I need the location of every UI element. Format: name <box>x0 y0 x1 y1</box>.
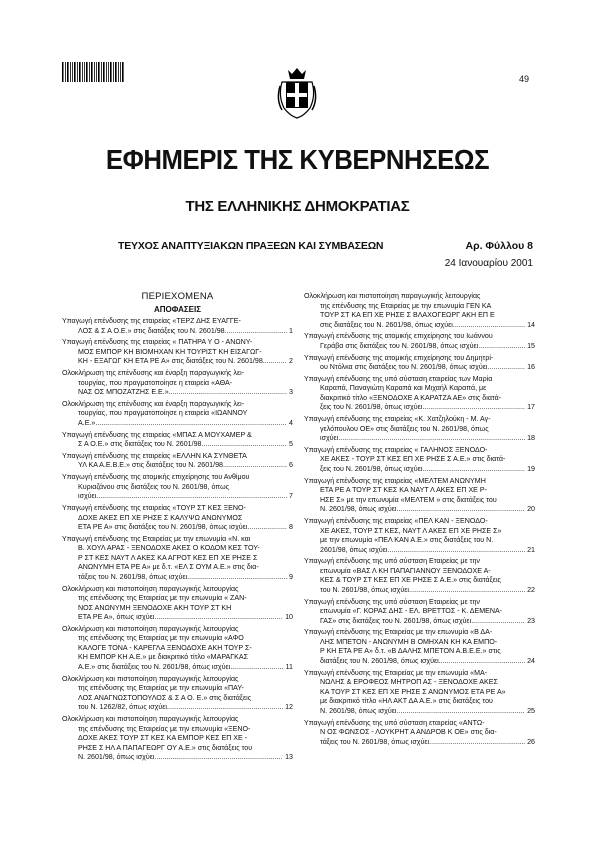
toc-entry-line: ΑΝΩΝΥΜΗ ΕΤΑ ΡΕ Α» με δ.τ. «ΕΛ Σ ΟΥΜ Α.Ε.» στις δια- <box>78 563 259 572</box>
toc-entry-last-line <box>304 657 535 667</box>
toc-entry <box>304 354 535 373</box>
toc-entry <box>62 535 293 583</box>
toc-entry-line: ΛΟΣ ΑΝΑΓΝΩΣΤΟΠΟΥΛΟΣ & Σ Α Ο. Ε.» στις διατάξεις <box>78 693 252 702</box>
toc-entry <box>62 338 293 367</box>
toc-entry <box>304 477 535 515</box>
toc-entry-line: ΛΟΣ & Σ Α Ο.Ε.» στις διατάξεις του Ν. 2601/98 <box>78 326 225 335</box>
toc-entry <box>304 415 535 444</box>
toc-left-column <box>62 292 293 765</box>
dot-leader <box>154 613 283 623</box>
toc-entry-line: Υπαγωγή επένδυσης της υπό σύσταση Εταιρείας με την <box>304 597 480 606</box>
toc-heading: ΠΕΡΙΕΧΟΜΕΝΑ <box>141 291 214 302</box>
barcode <box>62 62 124 92</box>
toc-entry-line: ΓΑΣ» στις διατάξεις του Ν. 2601/98, όπως ισχύει <box>320 616 472 625</box>
toc-entry <box>304 446 535 475</box>
toc-entry-last-line <box>304 586 535 596</box>
toc-entry-last-line <box>304 465 535 475</box>
toc-entry-line: ΝΩΛΗΣ & ΕΡΟΦΕΟΣ ΜΗΤΡΟΠ ΑΣ - ΞΕΝΟΔΟΧΕ ΑΚΕΣ <box>320 678 498 687</box>
dot-leader <box>422 465 525 475</box>
toc-entry-last-line <box>62 419 293 429</box>
toc-entry-last-line <box>304 342 535 352</box>
toc-entry <box>62 585 293 623</box>
toc-entry-line: με την επωνυμία «ΠΕΛ ΚΑΝ Α.Ε.» στις διατάξεις του Ν. <box>320 536 494 545</box>
toc-entry-line: Υπαγωγή επένδυσης της εταιρείας « ΓΑΛΗΝΟΣ ΞΕΝΟΔΟ- <box>304 445 488 454</box>
dot-leader <box>439 657 525 667</box>
toc-entry-line: Υπαγωγή επένδυσης της εταιρείας «ΜΕΛΤΕΜ ΑΝΩΝΥΜΗ <box>304 476 486 485</box>
toc-entry-line: ΜΟΣ ΕΜΠΟΡ ΚΗ ΒΙΟΜΗΧΑΝ ΚΗ ΤΟΥΡΙΣΤ ΚΗ ΕΙΣΑΓΩΓ- <box>78 347 262 356</box>
toc-entry-last-line <box>62 388 293 398</box>
toc-entry-line: Ολοκλήρωση και πιστοποίηση παραγωγικής λειτουργίας <box>62 584 239 593</box>
toc-entry-line: Ολοκλήρωση και πιστοποίηση παραγωγικής λειτουργίας <box>304 292 481 300</box>
dot-leader <box>167 703 283 713</box>
toc-entry-page: 12 <box>285 703 293 712</box>
toc-entry-line: επωνυμία «ΒΑΣ Λ ΚΗ ΠΑΠΑΓΙΑΝΝΟΥ ΞΕΝΟΔΟΧΕ Α- <box>320 566 491 575</box>
toc-entry-line: ΤΟΥΡ ΣΤ ΚΑ ΕΠ ΧΕ ΡΗΣΕ Σ ΒΛΑΧΟΓΕΩΡΓ ΑΚΗ ΕΠ Ε <box>320 311 495 319</box>
toc-entry-line: ισχύει <box>78 492 97 501</box>
toc-entry-line: Υπαγωγή επένδυσης της ατομικής επιχείρησης του Ιωάννου <box>304 332 493 341</box>
dot-leader <box>397 505 526 515</box>
toc-entry-line: της επένδυσης της Εταιρείας με την επωνυμία ΓΕΝ ΚΑ <box>320 301 492 310</box>
toc-entry-line: Κυριαζάνου στις διατάξεις του Ν. 2601/98, όπως <box>78 482 230 491</box>
dot-leader <box>247 523 287 533</box>
issue-type: ΤΕΥΧΟΣ ΑΝΑΠΤΥΞΙΑΚΩΝ ΠΡΑΞΕΩΝ ΚΑΙ ΣΥΜΒΑΣΕΩΝ <box>118 240 384 252</box>
toc-entry-last-line <box>304 403 535 413</box>
toc-entry-page: 6 <box>289 461 293 470</box>
toc-entry-line: επωνυμία «Γ. ΚΟΡΑΣ ΔΗΣ - ΕΛ. ΒΡΕΤΤΟΣ - Κ. ΔΕΜΕΝΑ- <box>320 607 503 616</box>
dot-leader <box>488 363 526 373</box>
toc-entry-line: ΡΗΣΕ Σ ΗΛ Α ΠΑΠΑΓΕΩΡΓ ΟΥ Α.Ε.» στις διατάξεις του <box>78 743 253 752</box>
dot-leader <box>453 321 525 331</box>
toc-entry-page: 19 <box>527 464 535 473</box>
toc-entry-page: 8 <box>289 523 293 532</box>
toc-entry-line: ΥΛ ΚΑ Α.Ε.Β.Ε.» στις διατάξεις του Ν. 2601/98 <box>78 461 223 470</box>
toc-entry-page: 9 <box>289 572 293 581</box>
dot-leader <box>338 434 525 444</box>
toc-entry-last-line <box>304 738 535 748</box>
toc-entry <box>62 369 293 398</box>
toc-entry-last-line <box>62 357 293 367</box>
toc-entry-line: του Ν. 1262/82, όπως ισχύει <box>78 703 168 712</box>
toc-entry-last-line <box>62 440 293 450</box>
toc-entry <box>62 431 293 450</box>
toc-entry <box>304 598 535 627</box>
toc-entry-line: ΗΣΕ Σ» με την επωνυμία «ΜΕΛΤΕΜ » στις διατάξεις του <box>320 495 497 504</box>
toc-entry-line: ΧΕ ΑΚΕΣ - ΤΟΥΡ ΣΤ ΚΕΣ ΕΠ ΧΕ ΡΗΣΕ Σ Α.Ε.» στις διατά- <box>320 455 506 464</box>
toc-entry-page: 4 <box>289 418 293 427</box>
toc-entry <box>304 628 535 666</box>
toc-entry-line: του Ν. 2601/98, όπως ισχύει <box>320 585 410 594</box>
toc-entry-last-line <box>304 363 535 373</box>
toc-entry-last-line <box>62 663 293 673</box>
toc-entry-line: Υπαγωγή επένδυσης της εταιρείας « ΠΑΤΗΡΑ Υ Ο - ΑΝΩΝΥ- <box>62 338 253 347</box>
toc-entry-line: Υπαγωγή επένδυσης της εταιρείας «Κ. Χατζηλούκη - Μ. Αγ- <box>304 415 491 424</box>
toc-entry-line: Σ Α Ο.Ε.» στις διατάξεις του Ν. 2601/98 <box>78 440 202 449</box>
toc-entry-line: ΚΑΛΟΓΕ ΤΟΝΑ - ΚΑΡΕΓΛΑ ΞΕΝΟΔΟΧΕ ΑΚΗ ΤΟΥΡ Σ- <box>78 643 252 652</box>
toc-entry-page: 3 <box>289 388 293 397</box>
toc-entry-line: ΚΗ ΕΜΠΟΡ ΚΗ Α.Ε.» με διακριτικό τίτλο «ΜΑΡΑΓΚΑΣ <box>78 653 249 662</box>
dot-leader <box>478 342 525 352</box>
toc-entry-line: της επένδυσης της Εταιρείας με την επωνυμία «ΠΑΥ- <box>78 684 244 693</box>
toc-entry-line: Υπαγωγή επένδυσης της Εταιρείας με την επωνυμία «ΜΑ- <box>304 668 488 677</box>
toc-entry-line: στις διατάξεις του Ν. 2601/98, όπως ισχύει <box>320 320 453 329</box>
dot-leader <box>187 573 287 583</box>
toc-entry <box>304 557 535 595</box>
dot-leader <box>387 546 525 556</box>
toc-entry-line: της επένδυσης της Εταιρείας με την επωνυμία «ΞΕΝΟ- <box>78 724 251 733</box>
toc-entry-line: Υπαγωγή επένδυσης της ατομικής επιχείρησης του Ανθίμου <box>62 473 250 482</box>
gazette-title: ΕΦΗΜΕΡΙΣ ΤΗΣ ΚΥΒΕΡΝΗΣΕΩΣ <box>105 144 490 175</box>
toc-entry-page: 20 <box>527 505 535 514</box>
toc-entry <box>62 504 293 533</box>
dot-leader <box>95 419 287 429</box>
toc-entry-line: Υπαγωγή επένδυσης της υπό σύσταση εταιρείας «ΑΝΤΩ- <box>304 718 485 727</box>
gazette-subtitle: ΤΗΣ ΕΛΛΗΝΙΚΗΣ ΔΗΜΟΚΡΑΤΙΑΣ <box>185 198 410 215</box>
toc-right-column <box>304 292 535 749</box>
toc-entry-last-line <box>304 707 535 717</box>
toc-entry-line: ΕΤΑ ΡΕ Α» στις διατάξεις του Ν. 2601/98, όπως ισχύει <box>78 523 248 532</box>
toc-entry <box>62 400 293 429</box>
toc-entry-line: Υπαγωγή επένδυσης της Εταιρείας με την επωνυμία «Ν. και <box>62 534 251 543</box>
dot-leader <box>263 357 287 367</box>
toc-entry-page: 5 <box>289 440 293 449</box>
toc-entry <box>62 625 293 673</box>
emblem-graphic <box>274 60 320 120</box>
toc-entry-page: 21 <box>527 545 535 554</box>
toc-entry-line: ου Ντόλκα στις διατάξεις του Ν. 2601/98, όπως ισχύει <box>320 363 488 372</box>
toc-entry <box>304 375 535 413</box>
toc-entry <box>62 317 293 336</box>
toc-entry-line: Ολοκλήρωση της επένδυσης και έναρξη παραγωγικής λει- <box>62 369 245 378</box>
toc-entry-line: ΧΕ ΑΚΕΣ, ΤΟΥΡ ΣΤ ΚΕΣ, ΝΑΥΤ Λ ΑΚΕΣ ΕΠ ΧΕ ΡΗΣΕ Σ» <box>320 526 502 535</box>
toc-entry <box>62 715 293 763</box>
toc-entry-page: 26 <box>527 737 535 746</box>
toc-entry-line: Α.Ε.» <box>78 418 96 427</box>
toc-entry-line: Ολοκλήρωση και πιστοποίηση παραγωγικής λειτουργίας <box>62 624 239 633</box>
toc-entry-line: τουργίας, που πραγματοποίησε η εταιρεία «ΑΘΑ- <box>78 378 233 387</box>
dot-leader <box>96 492 287 502</box>
toc-entry-line: Γεράβα στις διατάξεις του Ν. 2601/98, όπως ισχύει <box>320 341 479 350</box>
toc-entry-page: 18 <box>527 434 535 443</box>
toc-entry-line: ΚΕΣ & ΤΟΥΡ ΣΤ ΚΕΣ ΕΠ ΧΕ ΡΗΣΕ Σ Α.Ε.» στις διατάξεις <box>320 576 501 585</box>
toc-subheading: ΑΠΟΦΑΣΕΙΣ <box>153 304 202 314</box>
toc-right-entries <box>304 292 535 747</box>
toc-entry-line: Καραπά, Παναγιώτη Καραπά και Μιχαήλ Καραπά, με <box>320 384 487 393</box>
toc-entry-line: Ν. 2601/98, όπως ισχύει <box>78 753 155 762</box>
toc-entry-line: Υπαγωγή επένδυσης της Εταιρείας με την επωνυμία «Β ΔΑ- <box>304 628 493 637</box>
toc-entry <box>62 473 293 502</box>
dot-leader <box>169 388 287 398</box>
toc-entry-last-line <box>62 703 293 713</box>
toc-entry-line: ΚΗ - ΕΞΑΓΩΓ ΚΗ ΕΤΑ ΡΕ Α» στις διατάξεις του Ν. 2601/98 <box>78 357 263 366</box>
toc-entry-page: 10 <box>285 613 293 622</box>
toc-entry-line: ΔΟΧΕ ΑΚΕΣ ΕΠ ΧΕ ΡΗΣΕ Σ ΚΑΛΥΨΩ ΑΝΩΝΥΜΟΣ <box>78 513 243 522</box>
toc-entry-page: 2 <box>289 357 293 366</box>
toc-entry-line: γελόπουλου ΟΕ» στις διατάξεις του Ν. 2601/98, όπως <box>320 424 489 433</box>
toc-entry-page: 13 <box>285 753 293 762</box>
toc-entry-page: 23 <box>527 616 535 625</box>
toc-entry <box>304 719 535 748</box>
toc-entry-line: τουργίας, που πραγματοποίησε η εταιρεία «ΙΩΑΝΝΟΥ <box>78 409 248 418</box>
toc-entry-line: διακριτικό τίτλο «ΞΕΝΟΔΟΧΕ Α ΚΑΡΑΤΖΑ ΑΕ» στις διατά- <box>320 393 502 402</box>
toc-entry-line: ΝΟΣ ΑΝΩΝΥΜΗ ΞΕΝΟΔΟΧΕ ΑΚΗ ΤΟΥΡ ΣΤ ΚΗ <box>78 603 232 612</box>
toc-entry-line: Υπαγωγή επένδυσης της εταιρείας «ΤΟΥΡ ΣΤ ΚΕΣ ΞΕΝΟ- <box>62 504 246 513</box>
toc-entry-line: τάξεις του Ν. 2601/98, όπως ισχύει <box>320 737 430 746</box>
toc-left-entries <box>62 317 293 763</box>
toc-entry-last-line <box>304 505 535 515</box>
dot-leader <box>409 586 525 596</box>
toc-entry-last-line <box>304 617 535 627</box>
toc-entry-page: 25 <box>527 706 535 715</box>
toc-entry-page: 11 <box>285 662 293 671</box>
toc-entry-line: ΝΑΣ ΟΣ ΜΠΟΖΑΤΖΗΣ Ε.Ε.» <box>78 388 169 397</box>
toc-entry-page: 1 <box>289 326 293 335</box>
toc-entry-line: ΕΤΑ ΡΕ Α ΤΟΥΡ ΣΤ ΚΕΣ ΚΑ ΝΑΥΤ Λ ΑΚΕΣ ΕΠ ΧΕ Ρ- <box>320 486 487 495</box>
toc-entry-line: Ν ΟΣ ΦΩΝΣΟΣ - ΛΟΥΚΡΗΤ Α ΑΝΔΡΟΒ Κ ΟΕ» στις δια- <box>320 728 497 737</box>
toc-entry <box>304 332 535 351</box>
dot-leader <box>225 327 287 337</box>
toc-entry-line: Ολοκλήρωση και πιστοποίηση παραγωγικής λειτουργίας <box>62 715 239 724</box>
toc-entry <box>304 292 535 330</box>
toc-entry-last-line <box>62 613 293 623</box>
toc-entry-line: Β. ΧΟΥΛ ΑΡΑΣ - ΞΕΝΟΔΟΧΕ ΑΚΕΣ Ο ΚΟΔΟΜ ΚΕΣ ΤΟΥ- <box>78 544 260 553</box>
toc-entry-page: 15 <box>527 341 535 350</box>
dot-leader <box>429 738 525 748</box>
toc-entry <box>62 452 293 471</box>
toc-entry-line: Υπαγωγή επένδυσης της εταιρείας «ΤΕΡΖ ΔΗΣ ΕΥΑΓΓΕ- <box>62 317 241 325</box>
toc-entry-line: τάξεις του Ν. 2601/98, όπως ισχύει <box>78 572 188 581</box>
toc-entry-line: Ρ ΣΤ ΚΕΣ ΝΑΥΤ Λ ΑΚΕΣ ΚΑ ΑΓΡΟΤ ΚΕΣ ΕΠ ΧΕ ΡΗΣΕ Σ <box>78 553 258 562</box>
toc-entry-line: Ν. 2601/98, όπως ισχύει <box>320 706 397 715</box>
toc-entry-last-line <box>62 753 293 763</box>
dot-leader <box>422 403 525 413</box>
toc-entry-line: με διακριτικό τίτλο «ΗΛ ΑΚΤ ΔΑ Α.Ε.» στις διατάξεις του <box>320 697 493 706</box>
coat-of-arms-emblem <box>274 60 320 120</box>
toc-entry-line: Ολοκλήρωση της επένδυσης και έναρξη παραγωγικής λει- <box>62 399 245 408</box>
toc-entry-line: Υπαγωγή επένδυσης της ατομικής επιχείρησης του Δημητρί- <box>304 353 494 362</box>
toc-entry-last-line <box>304 546 535 556</box>
toc-entry-line: της επένδυσης της Εταιρείας με την επωνυμία « ΖΑΝ- <box>78 594 247 603</box>
toc-entry-last-line <box>62 523 293 533</box>
toc-entry-line: Α.Ε.» στις διατάξεις του Ν. 2601/98, όπως ισχύει <box>78 662 231 671</box>
dot-leader <box>471 617 525 627</box>
toc-entry-last-line <box>62 461 293 471</box>
sheet-number: Αρ. Φύλλου 8 <box>465 240 533 252</box>
barcode-graphic <box>62 62 124 92</box>
dot-leader <box>397 707 526 717</box>
toc-entry-line: Υπαγωγή επένδυσης της υπό σύσταση εταιρείας των Μαρία <box>304 374 493 383</box>
toc-entry-line: Υπαγωγή επένδυσης της υπό σύσταση Εταιρείας με την <box>304 557 480 566</box>
toc-entry-last-line <box>62 573 293 583</box>
toc-entry-line: Ρ ΚΗ ΕΤΑ ΡΕ Α» δ.τ. «Β ΔΑΛΗΣ ΜΠΕΤΟΝ Α.Β.Ε.Ε.» στις <box>320 647 501 656</box>
toc-entry-line: ξεις του Ν. 2601/98, όπως ισχύει <box>320 403 423 412</box>
toc-entry-page: 22 <box>527 585 535 594</box>
toc-entry-line: ΚΑ ΤΟΥΡ ΣΤ ΚΕΣ ΕΠ ΧΕ ΡΗΣΕ Σ ΑΝΩΝΥΜΟΣ ΕΤΑ ΡΕ Α» <box>320 687 506 696</box>
dot-leader <box>155 753 284 763</box>
toc-entry-line: ΛΗΣ ΜΠΕΤΟΝ - ΑΝΩΝΥΜΗ Β ΟΜΗΧΑΝ ΚΗ ΚΑ ΕΜΠΟ- <box>320 637 498 646</box>
toc-entry-page: 14 <box>527 320 535 329</box>
toc-entry-line: διατάξεις του Ν. 2601/98, όπως ισχύει <box>320 656 439 665</box>
toc-entry <box>304 669 535 717</box>
toc-entry-line: ΕΤΑ ΡΕ Α», όπως ισχύει <box>78 613 155 622</box>
toc-entry-line: ξεις του Ν. 2601/98, όπως ισχύει <box>320 464 423 473</box>
issue-date: 24 Ιανουαρίου 2001 <box>444 258 533 269</box>
toc-entry-line: Υπαγωγή επένδυσης της εταιρείας «ΜΠΑΣ Α ΜΟΥΧΑΜΕΡ & <box>62 430 252 439</box>
toc-entry-page: 7 <box>289 492 293 501</box>
toc-entry-page: 16 <box>527 363 535 372</box>
toc-entry-page: 24 <box>527 656 535 665</box>
toc-entry-line: 2601/98, όπως ισχύει <box>320 545 388 554</box>
toc-entry-line: ΔΟΧΕ ΑΚΕΣ ΤΟΥΡ ΣΤ ΚΕΣ ΚΑ ΕΜΠΟΡ ΚΕΣ ΕΠ ΧΕ - <box>78 734 248 743</box>
toc-entry-last-line <box>62 492 293 502</box>
toc-entry-line: Ολοκλήρωση και πιστοποίηση παραγωγικής λειτουργίας <box>62 674 239 683</box>
dot-leader <box>201 440 287 450</box>
toc-entry-line: Ν. 2601/98, όπως ισχύει <box>320 505 397 514</box>
toc-entry <box>304 517 535 555</box>
toc-entry-last-line <box>62 327 293 337</box>
toc-entry-last-line <box>304 434 535 444</box>
toc-entry-line: ισχύει <box>320 434 339 443</box>
toc-entry-line: Υπαγωγή επένδυσης της εταιρείας «ΠΕΛ ΚΑΝ - ΞΕΝΟΔΟ- <box>304 517 488 526</box>
page-number: 49 <box>519 74 530 84</box>
dot-leader <box>223 461 287 471</box>
toc-entry-line: Υπαγωγή επένδυσης της εταιρείας «ΕΛΛΗΝ ΚΑ ΣΥΝΘΕΤΑ <box>62 451 247 460</box>
toc-entry-line: της επένδυσης της Εταιρείας με την επωνυμία «ΑΦΟ <box>78 634 244 643</box>
dot-leader <box>230 663 283 673</box>
toc-entry <box>62 675 293 713</box>
toc-entry-last-line <box>304 321 535 331</box>
toc-entry-page: 17 <box>527 403 535 412</box>
